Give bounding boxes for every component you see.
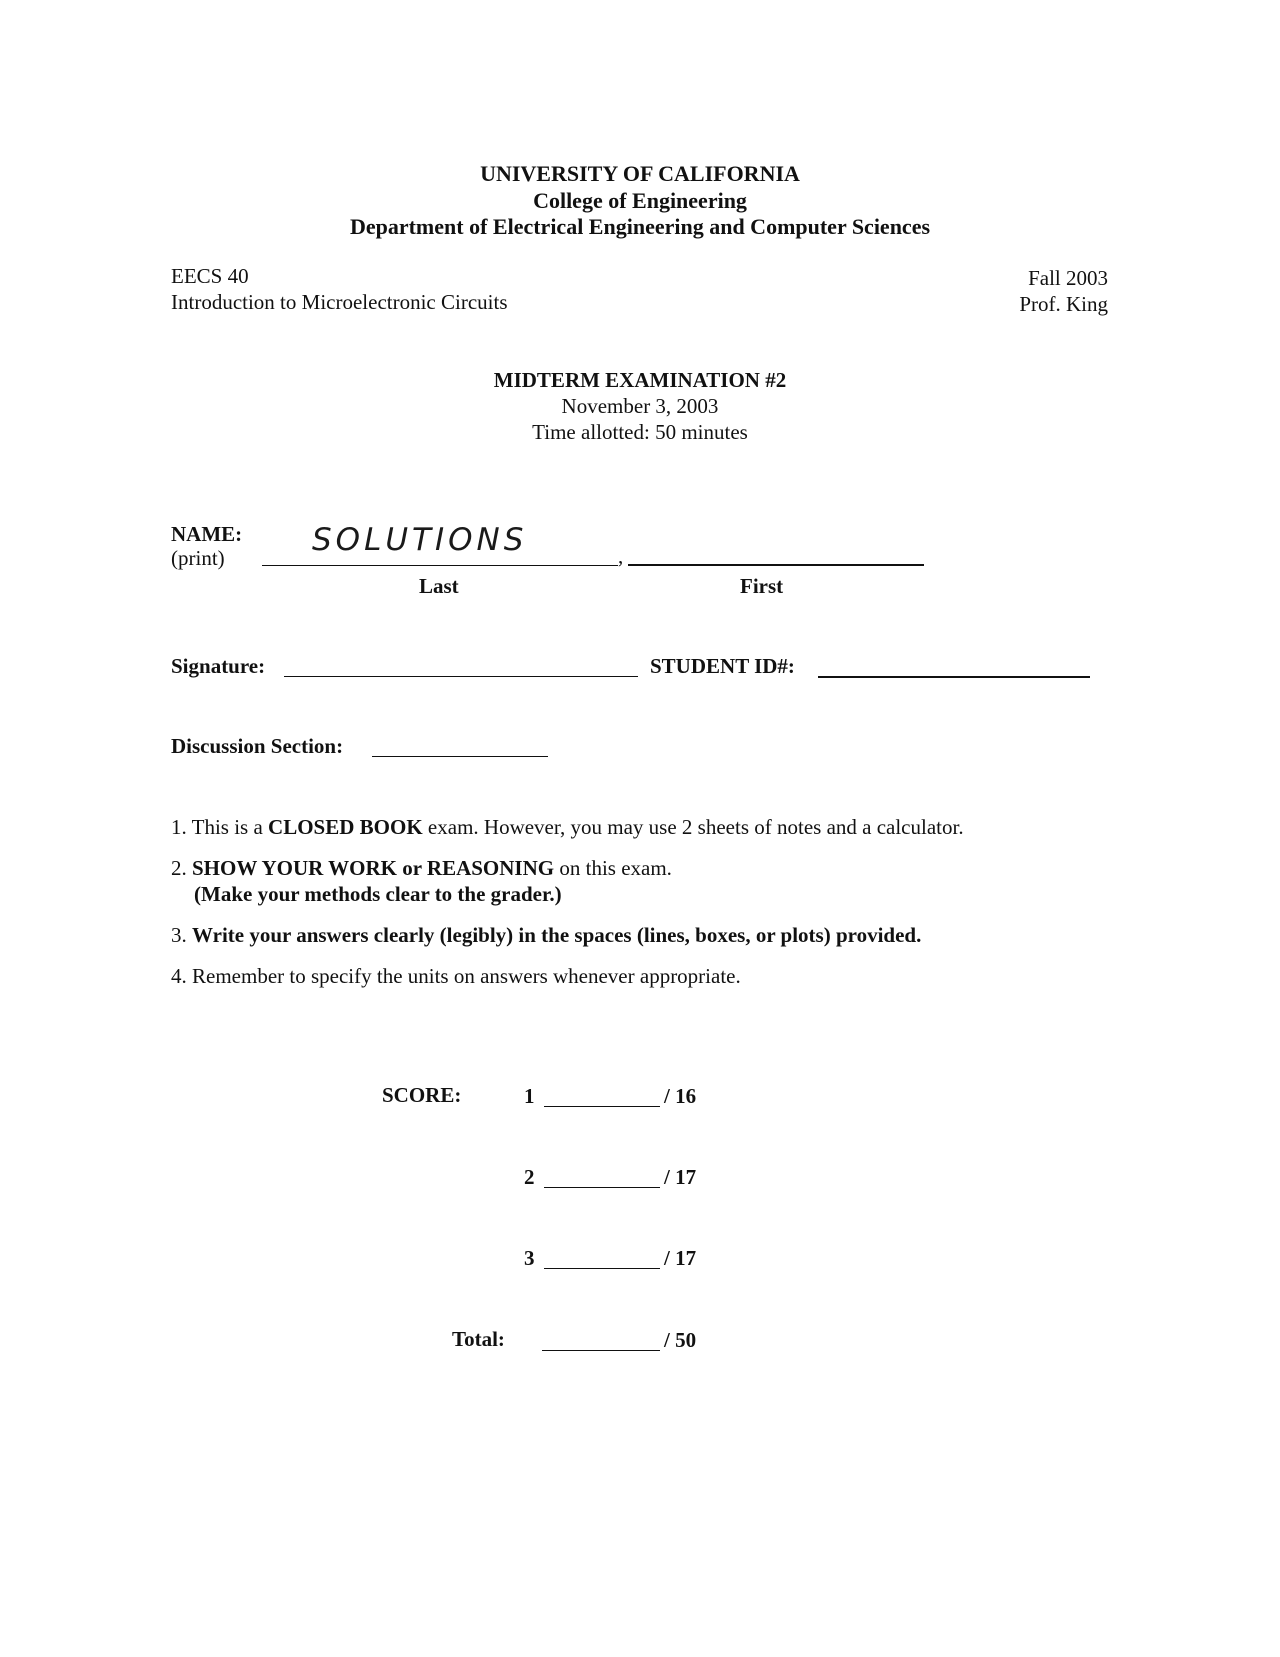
- department-name: Department of Electrical Engineering and Computer Sciences: [349, 214, 931, 239]
- first-label: First: [740, 574, 784, 598]
- score-row-2-num: 2: [524, 1165, 535, 1189]
- score-row-3-num: 3: [524, 1246, 535, 1270]
- university-name: UNIVERSITY OF CALIFORNIA: [480, 161, 800, 186]
- handwritten-name: SOLUTIONS: [312, 522, 528, 558]
- last-label: Last: [419, 574, 459, 598]
- exam-date: November 3, 2003: [561, 394, 719, 418]
- first-name-line[interactable]: [628, 564, 924, 566]
- print-label: (print): [171, 546, 225, 570]
- student-id-label: STUDENT ID#:: [650, 654, 795, 678]
- total-line[interactable]: [542, 1350, 660, 1351]
- score-row-2-line[interactable]: [544, 1187, 660, 1188]
- instruction-1: 1. This is a CLOSED BOOK exam. However, you may use 2 sheets of notes and a calculator.: [171, 815, 964, 839]
- instruction-3: 3. Write your answers clearly (legibly) in the spaces (lines, boxes, or plots) provided.: [171, 923, 922, 947]
- instruction-4: 4. Remember to specify the units on answers whenever appropriate.: [171, 964, 741, 988]
- name-comma: ,: [618, 544, 624, 568]
- term: Fall 2003: [1028, 266, 1108, 290]
- total-max: / 50: [664, 1328, 697, 1352]
- score-row-1-line[interactable]: [544, 1106, 660, 1107]
- instruction-2: 2. SHOW YOUR WORK or REASONING on this exam.: [171, 856, 672, 880]
- last-name-line[interactable]: [262, 565, 618, 566]
- total-label: Total:: [452, 1327, 505, 1351]
- name-label: NAME:: [171, 522, 243, 546]
- discussion-line[interactable]: [372, 756, 548, 757]
- course-title: Introduction to Microelectronic Circuits: [171, 290, 508, 314]
- student-id-line[interactable]: [818, 676, 1090, 678]
- signature-label: Signature:: [171, 654, 266, 678]
- professor: Prof. King: [1019, 292, 1108, 316]
- score-row-3-max: / 17: [664, 1246, 697, 1270]
- score-row-1-max: / 16: [664, 1084, 697, 1108]
- score-label: SCORE:: [382, 1083, 462, 1107]
- exam-title: MIDTERM EXAMINATION #2: [493, 368, 787, 392]
- course-code: EECS 40: [171, 264, 249, 288]
- discussion-label: Discussion Section:: [171, 734, 344, 758]
- exam-time: Time allotted: 50 minutes: [532, 420, 748, 444]
- score-row-3-line[interactable]: [544, 1268, 660, 1269]
- instruction-2-line2: (Make your methods clear to the grader.): [194, 882, 562, 906]
- score-row-1-num: 1: [524, 1084, 535, 1108]
- college-name: College of Engineering: [533, 188, 747, 213]
- score-row-2-max: / 17: [664, 1165, 697, 1189]
- signature-line[interactable]: [284, 676, 638, 677]
